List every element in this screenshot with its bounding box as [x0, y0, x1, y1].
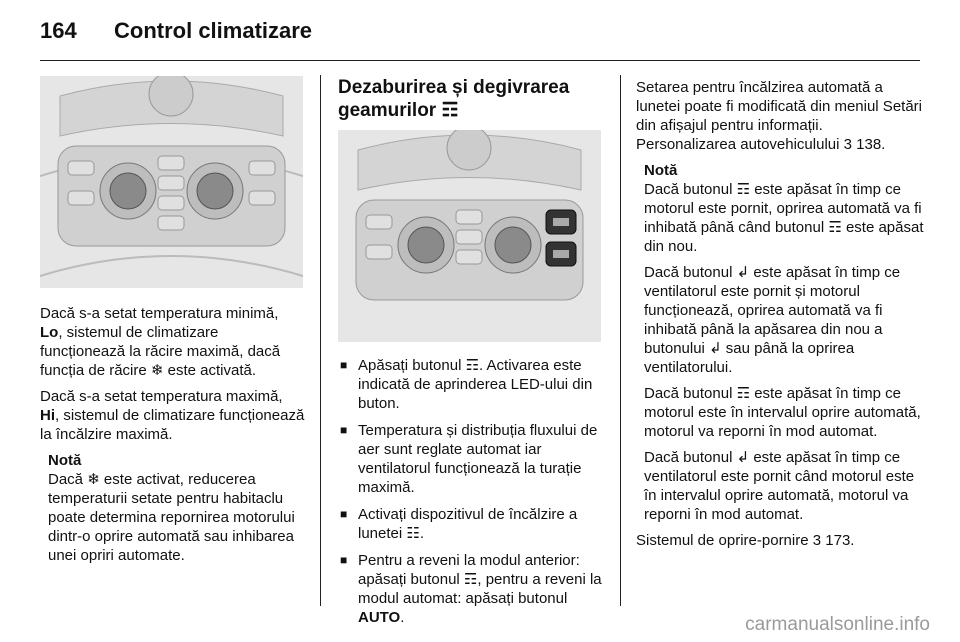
climate-panel-illustration-1 — [40, 76, 303, 288]
defrost-icon: ☶ — [736, 181, 751, 198]
ac-icon: ❄ — [87, 471, 100, 488]
defrost-icon: ☶ — [736, 385, 751, 402]
fan-icon: ↲ — [736, 449, 750, 466]
section-heading: Dezaburirea și degivrarea geamurilor ☶ — [338, 77, 570, 121]
column-divider-1 — [320, 75, 321, 606]
column-divider-2 — [620, 75, 621, 606]
fan-icon: ↲ — [709, 340, 722, 357]
note-text: Dacă ❄ este activat, reducerea temperaturii setate pentru habitaclu poate determina repornirea motorului dintr-o oprire automată sau inhibarea unei opriri automate. — [48, 471, 295, 564]
note-title: Notă — [48, 452, 82, 469]
bullet-item: ■ Activați dispozitivul de încălzire a lunetei ☷. — [338, 505, 603, 543]
bullet-item: ■ Temperatura și distribuția fluxului de aer sunt reglate automat iar ventilatorul funcționează la turație maximă. — [338, 421, 603, 497]
note-block-1 — [48, 451, 305, 565]
watermark: carmanualsonline.info — [745, 614, 930, 635]
paragraph-lo: Dacă s-a setat temperatura minimă, Lo, sistemul de climatizare funcționează la răcire maximă, dacă funcția de răcire ❄ este activată. — [40, 305, 281, 379]
page-title: Control climatizare — [114, 18, 313, 43]
ac-icon: ❄ — [150, 362, 164, 379]
page-header — [40, 18, 312, 44]
column-1 — [40, 76, 305, 565]
defrost-icon: ☶ — [465, 357, 480, 374]
paragraph-settings: Setarea pentru încălzirea automată a lunetei poate fi modificată din meniul Setări din afișajul pentru informații. Personalizarea autovehiculului 3 138. — [636, 79, 922, 153]
column-3 — [636, 78, 926, 557]
page-number: 164 — [40, 18, 77, 43]
note-text: Dacă butonul ↲ este apăsat în timp ce ventilatorul este pornit când motorul este în intervalul oprire automată, motorul va reporni în mod automat. — [644, 449, 915, 523]
bullet-item: ■ Pentru a reveni la modul anterior: apăsați butonul ☶, pentru a reveni la modul automat: apăsați butonul AUTO. — [338, 551, 603, 627]
climate-panel-drawing — [40, 76, 303, 288]
paragraph-hi: Dacă s-a setat temperatura maximă, Hi, sistemul de climatizare funcționează la încălzire maximă. — [40, 388, 305, 443]
fan-icon: ↲ — [736, 264, 750, 281]
header-rule — [40, 60, 920, 61]
note-text: Dacă butonul ☶ este apăsat în timp ce motorul este în intervalul oprire automată, motorul va reporni în mod automat. — [644, 385, 921, 440]
note-text: Dacă butonul ↲ este apăsat în timp ce ventilatorul este pornit și motorul funcționează, oprirea automată va fi inhibată până la apăsarea din nou a butonului ↲ sau până la oprirea ventilatorului. — [644, 264, 901, 376]
climate-panel-illustration-2 — [338, 130, 601, 342]
rear-window-heat-icon: ☷ — [406, 525, 420, 542]
note-block-2 — [644, 161, 926, 524]
note-text: Dacă butonul ☶ este apăsat în timp ce motorul este pornit, oprirea automată va fi inhibată până când butonul ☶ este apăsat din nou. — [644, 181, 924, 255]
column-2 — [338, 76, 603, 635]
page-ref-icon: 3 — [843, 136, 852, 153]
paragraph-stop-start: Sistemul de oprire-pornire 3 173. — [636, 532, 855, 549]
defrost-icon: ☶ — [463, 571, 478, 588]
note-title: Notă — [644, 162, 678, 179]
bullet-item: ■ Apăsați butonul ☶. Activarea este indicată de aprinderea LED-ului din buton. — [338, 356, 603, 413]
defrost-icon: ☶ — [441, 100, 459, 121]
page-ref-icon: 3 — [812, 532, 822, 549]
climate-panel-drawing — [338, 130, 601, 342]
defrost-icon: ☶ — [828, 219, 842, 236]
